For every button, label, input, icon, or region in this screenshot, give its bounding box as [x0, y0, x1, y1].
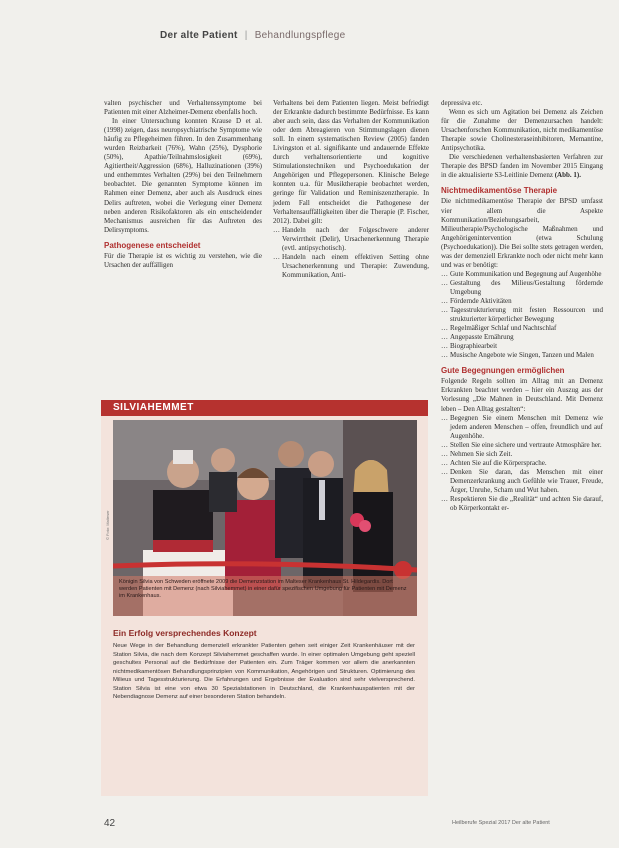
box-body-text: Neue Wege in der Behandlung demenziell erkrankter Patienten gehen seit einiger Zeit Krankenhäuser mit der Station Silvia, die nach dem Konzept Silviahemmet geschaffen wurde. In einer optimalen Umgebung geht speziell geschultes Personal auf die Bedürfnisse der Patienten ein. Zum Träger kommen vor allem die anerkannten nichtmedikamentösen Behandlungsprinzipien von Kommunikation, Angehörigen und Strukturen. Optimierung des Milieus und Tagesstrukturierung. Die Erfahrungen und Ergebnisse der Evaluation sind sehr vielversprechend. Station Silvia ist eine von etwa 30 Spezialstationen in Deutschland, die Krankenhauspatienten mit der Nebendiagnose Demenz auf einer besonderen Station behandeln. [113, 643, 415, 700]
bullet-list [441, 414, 603, 514]
journal-footer: Heilberufe Spezial 2017 Der alte Patient [452, 820, 550, 826]
list-item: … Respektieren Sie die „Realität“ und achten Sie darauf, ob Körperkontakt er- [441, 495, 603, 513]
list-item: … Handeln nach einem effektiven Setting ohne Ursachenerkennung und Therapie: Zuwendung, Kommunikation, Anti- [273, 253, 429, 280]
info-box-silviahemmet [101, 400, 428, 796]
paragraph: valten psychischer und Verhaltenssymptome bei Patienten mit einer Alzheimer-Demenz ebenfalls hoch. [104, 99, 262, 117]
running-header: Der alte Patient | Behandlungspflege [160, 30, 346, 41]
page-number: 42 [104, 818, 116, 829]
list-item: … Stellen Sie eine sichere und vertraute Atmosphäre her. [441, 441, 603, 450]
text-column-3 [441, 99, 603, 513]
list-item: … Musische Angebote wie Singen, Tanzen und Malen [441, 351, 603, 360]
paragraph: Für die Therapie ist es wichtig zu verstehen, wie die Ursachen der auffälligen [104, 251, 262, 269]
list-item: … Gestaltung des Milieus/Gestaltung fördernde Umgebung [441, 279, 603, 297]
list-item: … Gute Kommunikation und Begegnung auf Augenhöhe [441, 270, 603, 279]
paragraph: Folgende Regeln sollten im Alltag mit an Demenz Erkrankten beachtet werden – hier ein Auszug aus der Vorlesung „Die Mahnen in Deutschland. Mit Demenz leben – Den Alltag gestalten“: [441, 377, 603, 413]
text-column-1 [104, 99, 262, 270]
subheading-begegnungen: Gute Begegnungen ermöglichen [441, 366, 565, 376]
paragraph: In einer Untersuchung konnten Krause D et al. (1998) zeigen, dass neuropsychiatrische Symptome wie häufig zu Pflegeheimen führen. In den Zusammenhang wurden Reizbarkeit (76%), Wahn (25%), Dysphorie (50%), Apathie/Teilnahmslosigkeit (69%), Agitiertheit/Aggression (68%), Halluzinationen (39%) und enthemmtes Verhalten (29%) bei den Teilnehmern beobachtet. Die genannten Symptome können im Rahmen einer Demenz, aber auch als Ausdruck eines Delirs auftreten, wobei die Verlegung einer Demenz neben anderen Risikofaktoren als ein entscheidender Mechanismus ausreichen für das Auftreten des Delirsymptoms. [104, 117, 262, 234]
list-item: … Handeln nach der Folgeschwere anderer Verwirrtheit (Delir), Ursachenerkennung Therapie (evtl. antipsychotisch). [273, 226, 429, 253]
paragraph: Die nichtmedikamentöse Therapie der BPSD umfasst vier allem die Aspekte Kommunikation/Beziehungsarbeit, Milieutherapie/Psychologische Maßnahmen und Angehörigenintervention (etwa Schulung (Psychoedukation)). Die Bei sollte stets getragen werden, was der demenziell Erkrankte noch oder nicht mehr kann und was er benötigt: [441, 197, 603, 269]
paragraph: Verhaltens bei dem Patienten liegen. Meist befriedigt der Erkrankte dadurch bestimmte Bedürfnisse. Es kann aber auch sein, dass das Verhalten der Kommunikation oder dem Abreagieren von Stimmungslagen dienen soll. In einem systematischen Review (2005) fanden Livingston et al. signifikante und andauernde Effekte durch verhaltensorientierte und kognitive Stimulationstechniken und Psychoedukation der Angehörigen und Pflegepersonen. Klinische Belege konnten u.a. für Musiktherapie beobachtet werden, geringe für Validation und Reminiszenztherapie. In jedem Fall entscheidet die Pathogenese der Verhaltensauffälligkeiten über die Therapie (P. Fischer, 2012). Dabei gilt: [273, 99, 429, 225]
paragraph: Die verschiedenen verhaltensbasierten Verfahren zur Therapie des BPSD fanden im November 2015 Eingang in die aktualisierte S3-Leitlinie Demenz [441, 153, 603, 180]
section-title: Der alte Patient [160, 30, 238, 41]
list-item: … Regelmäßiger Schlaf und Nachtschlaf [441, 324, 603, 333]
list-item: … Nehmen Sie sich Zeit. [441, 450, 603, 459]
list-item: … Tagesstrukturierung mit festen Ressourcen und strukturierter körperlicher Bewegung [441, 306, 603, 324]
list-item: … Begegnen Sie einem Menschen mit Demenz wie jedem anderen Menschen – offen, freundlich und auf Augenhöhe. [441, 414, 603, 441]
list-item: … Achten Sie auf die Körpersprache. [441, 459, 603, 468]
box-title: SILVIAHEMMET [101, 400, 428, 416]
photo-credit: © Foto: Malteser [105, 510, 110, 540]
photo-caption: Königin Silvia von Schweden eröffnete 2009 die Demenzstation im Malteser Krankenhaus St. Hildegardis. Dort werden Patienten mit Demenz (nach Silviahemmet) in einer dafür spezifischen Umgebung für Patienten mit Demenz im Krankenhaus. [113, 576, 417, 616]
paragraph: Wenn es sich um Agitation bei Demenz als Zeichen für die Zunahme der Demenzursachen handelt: Ursachenforschen Kommunikation, nicht medikamentöse Therapie sowie Cholinesteraseinhibitoren, Memantine, Antipsychotika. [441, 108, 603, 153]
bullet-list [441, 270, 603, 360]
paragraph: depressiva etc. [441, 99, 483, 107]
text-column-2 [273, 99, 429, 280]
list-item: … Biographiearbeit [441, 342, 603, 351]
list-item: … Fördernde Aktivitäten [441, 297, 603, 306]
list-item: … Angepasste Ernährung [441, 333, 603, 342]
subheading-nichtmedikamentoes: Nichtmedikamentöse Therapie [441, 186, 558, 196]
figure-reference: (Abb. 1). [554, 171, 581, 180]
bullet-list [273, 226, 429, 280]
subsection-title: Behandlungspflege [254, 30, 346, 41]
box-heading: Ein Erfolg versprechendes Konzept [113, 628, 257, 638]
subheading-pathogenese: Pathogenese entscheidet [104, 240, 201, 250]
list-item: … Denken Sie daran, das Menschen mit einer Demenzerkrankung auch Gefühle wie Trauer, Freude, Ärger, Unruhe, Scham und Wut haben. [441, 468, 603, 495]
